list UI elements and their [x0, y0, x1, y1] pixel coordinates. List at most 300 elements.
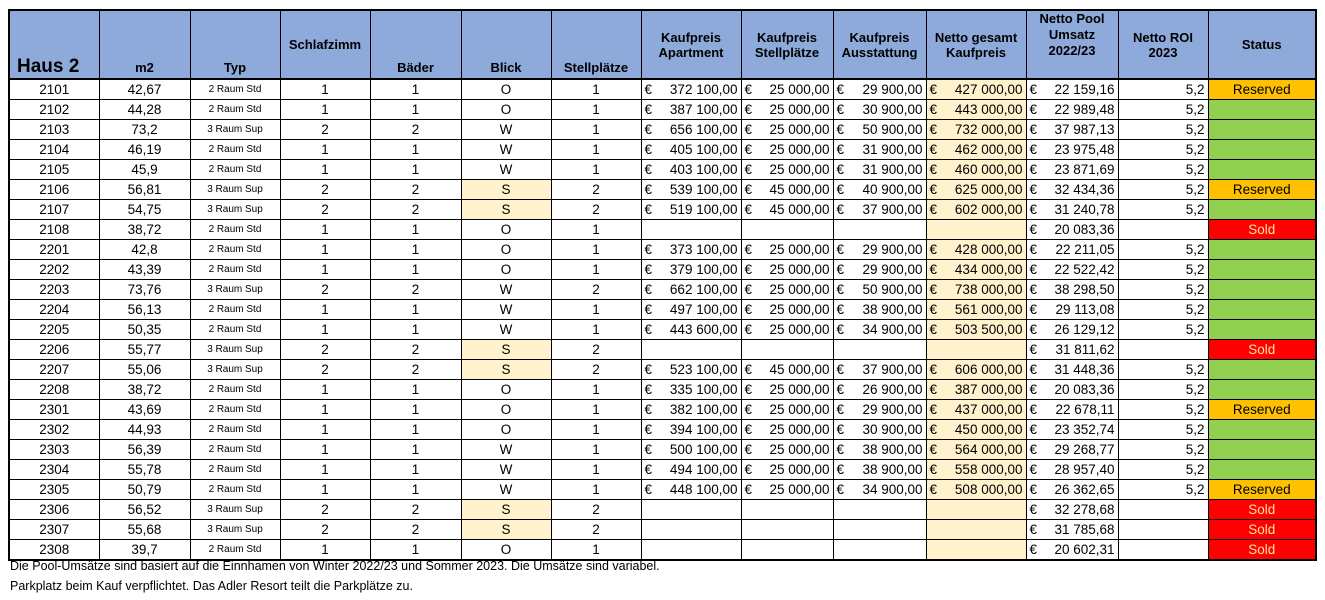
cell-blick: W [461, 300, 551, 320]
cell-unit-number: 2308 [9, 540, 99, 561]
header-kaufpreis-stellplaetze: Kaufpreis Stellplätze [741, 10, 833, 79]
currency-symbol: € [644, 442, 653, 457]
footnote-parking: Parkplatz beim Kauf verpflichtet. Das Adler Resort teilt die Parkplätze zu. [10, 579, 413, 593]
cell-kaufpreis-apartment [641, 380, 741, 400]
currency-symbol: € [644, 482, 653, 497]
amount: 25 000,00 [769, 462, 830, 477]
cell-blick: W [461, 460, 551, 480]
cell-stellplaetze: 1 [551, 380, 641, 400]
cell-netto-roi [1118, 340, 1208, 360]
status-badge [1208, 320, 1316, 340]
amount: 23 871,69 [1054, 162, 1115, 177]
amount: 561 000,00 [954, 302, 1023, 317]
cell-m2: 50,79 [99, 480, 190, 500]
cell-baeder: 1 [370, 440, 461, 460]
status-badge: Sold [1208, 500, 1316, 520]
cell-stellplaetze: 1 [551, 540, 641, 561]
cell-m2: 73,76 [99, 280, 190, 300]
cell-netto-pool [1026, 520, 1118, 540]
currency-symbol: € [929, 442, 938, 457]
cell-kaufpreis-stellplaetze [741, 200, 833, 220]
cell-kaufpreis-apartment [641, 220, 741, 240]
status-badge [1208, 100, 1316, 120]
cell-schlafzimmer: 1 [280, 100, 370, 120]
cell-stellplaetze: 1 [551, 100, 641, 120]
status-badge: Sold [1208, 340, 1316, 360]
cell-netto-gesamt [926, 260, 1026, 280]
amount: 31 240,78 [1054, 202, 1115, 217]
cell-kaufpreis-stellplaetze [741, 320, 833, 340]
amount: 25 000,00 [769, 282, 830, 297]
cell-typ: 2 Raum Std [190, 440, 280, 460]
status-badge: Reserved [1208, 480, 1316, 500]
cell-kaufpreis-ausstattung [833, 460, 926, 480]
cell-baeder: 1 [370, 160, 461, 180]
cell-kaufpreis-ausstattung [833, 180, 926, 200]
cell-typ: 3 Raum Sup [190, 180, 280, 200]
amount: 37 900,00 [862, 202, 923, 217]
cell-typ: 3 Raum Sup [190, 500, 280, 520]
cell-schlafzimmer: 1 [280, 300, 370, 320]
table-row [9, 160, 1316, 180]
cell-schlafzimmer: 1 [280, 260, 370, 280]
amount: 558 000,00 [954, 462, 1023, 477]
cell-netto-gesamt [926, 180, 1026, 200]
cell-stellplaetze: 1 [551, 440, 641, 460]
cell-typ: 3 Raum Sup [190, 120, 280, 140]
currency-symbol: € [836, 422, 845, 437]
cell-netto-roi: 5,2 [1118, 120, 1208, 140]
cell-m2: 55,77 [99, 340, 190, 360]
amount: 738 000,00 [954, 282, 1023, 297]
cell-netto-pool [1026, 540, 1118, 561]
amount: 437 000,00 [954, 402, 1023, 417]
cell-schlafzimmer: 1 [280, 420, 370, 440]
amount: 606 000,00 [954, 362, 1023, 377]
currency-symbol: € [644, 402, 653, 417]
amount: 26 362,65 [1054, 482, 1115, 497]
header-kaufpreis-ausstattung: Kaufpreis Ausstattung [833, 10, 926, 79]
currency-symbol: € [836, 382, 845, 397]
cell-kaufpreis-ausstattung [833, 200, 926, 220]
cell-schlafzimmer: 1 [280, 400, 370, 420]
cell-baeder: 1 [370, 380, 461, 400]
status-badge: Reserved [1208, 79, 1316, 100]
currency-symbol: € [929, 122, 938, 137]
cell-schlafzimmer: 1 [280, 480, 370, 500]
cell-kaufpreis-apartment [641, 140, 741, 160]
cell-unit-number: 2103 [9, 120, 99, 140]
cell-baeder: 2 [370, 340, 461, 360]
currency-symbol: € [836, 282, 845, 297]
cell-netto-pool [1026, 260, 1118, 280]
cell-blick: O [461, 540, 551, 561]
cell-baeder: 1 [370, 540, 461, 561]
currency-symbol: € [929, 242, 938, 257]
cell-netto-gesamt [926, 220, 1026, 240]
cell-kaufpreis-ausstattung [833, 480, 926, 500]
cell-stellplaetze: 1 [551, 420, 641, 440]
cell-schlafzimmer: 1 [280, 240, 370, 260]
header-schlafzimmer: Schlafzimm [280, 10, 370, 79]
amount: 22 211,05 [1055, 242, 1115, 257]
cell-netto-pool [1026, 400, 1118, 420]
cell-kaufpreis-stellplaetze [741, 400, 833, 420]
currency-symbol: € [929, 102, 938, 117]
cell-kaufpreis-stellplaetze [741, 420, 833, 440]
status-badge [1208, 200, 1316, 220]
cell-kaufpreis-stellplaetze [741, 180, 833, 200]
cell-netto-pool [1026, 79, 1118, 100]
cell-netto-gesamt [926, 540, 1026, 561]
cell-kaufpreis-apartment [641, 420, 741, 440]
cell-netto-gesamt [926, 420, 1026, 440]
currency-symbol: € [744, 462, 753, 477]
currency-symbol: € [1029, 202, 1038, 217]
amount: 34 900,00 [862, 482, 923, 497]
amount: 25 000,00 [769, 422, 830, 437]
cell-m2: 56,39 [99, 440, 190, 460]
cell-schlafzimmer: 1 [280, 380, 370, 400]
currency-symbol: € [836, 462, 845, 477]
amount: 335 100,00 [669, 382, 738, 397]
amount: 25 000,00 [769, 102, 830, 117]
cell-netto-roi: 5,2 [1118, 200, 1208, 220]
cell-kaufpreis-stellplaetze [741, 240, 833, 260]
cell-netto-gesamt [926, 79, 1026, 100]
cell-stellplaetze: 2 [551, 200, 641, 220]
amount: 602 000,00 [954, 202, 1023, 217]
amount: 38 900,00 [862, 442, 923, 457]
table-row [9, 300, 1316, 320]
cell-typ: 2 Raum Std [190, 79, 280, 100]
cell-kaufpreis-apartment [641, 240, 741, 260]
cell-kaufpreis-ausstattung [833, 79, 926, 100]
cell-netto-pool [1026, 340, 1118, 360]
currency-symbol: € [836, 162, 845, 177]
cell-netto-roi: 5,2 [1118, 400, 1208, 420]
cell-blick: S [461, 360, 551, 380]
cell-netto-pool [1026, 120, 1118, 140]
cell-netto-gesamt [926, 160, 1026, 180]
amount: 37 900,00 [862, 362, 923, 377]
currency-symbol: € [1029, 162, 1038, 177]
cell-unit-number: 2204 [9, 300, 99, 320]
currency-symbol: € [644, 362, 653, 377]
amount: 500 100,00 [669, 442, 738, 457]
cell-typ: 3 Raum Sup [190, 280, 280, 300]
amount: 497 100,00 [669, 302, 738, 317]
cell-stellplaetze: 2 [551, 500, 641, 520]
cell-kaufpreis-stellplaetze [741, 460, 833, 480]
cell-kaufpreis-apartment [641, 460, 741, 480]
amount: 427 000,00 [954, 82, 1023, 97]
currency-symbol: € [644, 462, 653, 477]
header-blick: Blick [461, 10, 551, 79]
cell-netto-roi: 5,2 [1118, 180, 1208, 200]
table-row [9, 200, 1316, 220]
header-status: Status [1208, 10, 1316, 79]
cell-m2: 54,75 [99, 200, 190, 220]
cell-typ: 2 Raum Std [190, 420, 280, 440]
amount: 508 000,00 [954, 482, 1023, 497]
cell-netto-gesamt [926, 140, 1026, 160]
currency-symbol: € [744, 242, 753, 257]
cell-netto-pool [1026, 160, 1118, 180]
cell-baeder: 2 [370, 500, 461, 520]
amount: 656 100,00 [669, 122, 738, 137]
cell-unit-number: 2207 [9, 360, 99, 380]
cell-typ: 3 Raum Sup [190, 340, 280, 360]
amount: 372 100,00 [669, 82, 738, 97]
cell-blick: W [461, 120, 551, 140]
cell-stellplaetze: 1 [551, 400, 641, 420]
cell-baeder: 1 [370, 100, 461, 120]
table-row [9, 120, 1316, 140]
cell-kaufpreis-stellplaetze [741, 280, 833, 300]
currency-symbol: € [1029, 442, 1038, 457]
cell-netto-pool [1026, 440, 1118, 460]
table-row [9, 480, 1316, 500]
currency-symbol: € [1029, 502, 1038, 517]
cell-typ: 2 Raum Std [190, 400, 280, 420]
cell-netto-pool [1026, 300, 1118, 320]
amount: 45 000,00 [769, 182, 830, 197]
table-row [9, 380, 1316, 400]
cell-blick: S [461, 520, 551, 540]
cell-netto-roi: 5,2 [1118, 420, 1208, 440]
cell-unit-number: 2101 [9, 79, 99, 100]
cell-netto-roi [1118, 540, 1208, 561]
cell-netto-roi: 5,2 [1118, 160, 1208, 180]
cell-kaufpreis-apartment [641, 340, 741, 360]
cell-unit-number: 2206 [9, 340, 99, 360]
cell-netto-roi: 5,2 [1118, 300, 1208, 320]
amount: 25 000,00 [769, 302, 830, 317]
cell-kaufpreis-ausstattung [833, 440, 926, 460]
status-badge: Sold [1208, 220, 1316, 240]
cell-kaufpreis-stellplaetze [741, 220, 833, 240]
amount: 448 100,00 [669, 482, 738, 497]
status-badge [1208, 360, 1316, 380]
cell-kaufpreis-apartment [641, 520, 741, 540]
currency-symbol: € [929, 182, 938, 197]
cell-blick: O [461, 380, 551, 400]
cell-kaufpreis-apartment [641, 480, 741, 500]
currency-symbol: € [836, 302, 845, 317]
table-row [9, 240, 1316, 260]
cell-kaufpreis-stellplaetze [741, 300, 833, 320]
cell-baeder: 1 [370, 140, 461, 160]
cell-netto-pool [1026, 220, 1118, 240]
cell-netto-gesamt [926, 500, 1026, 520]
cell-typ: 3 Raum Sup [190, 360, 280, 380]
cell-netto-pool [1026, 180, 1118, 200]
cell-typ: 3 Raum Sup [190, 520, 280, 540]
header-baeder: Bäder [370, 10, 461, 79]
currency-symbol: € [744, 482, 753, 497]
cell-stellplaetze: 1 [551, 120, 641, 140]
header-netto-roi: Netto ROI 2023 [1118, 10, 1208, 79]
currency-symbol: € [929, 142, 938, 157]
cell-m2: 42,8 [99, 240, 190, 260]
currency-symbol: € [836, 122, 845, 137]
cell-m2: 44,28 [99, 100, 190, 120]
currency-symbol: € [1029, 282, 1038, 297]
amount: 434 000,00 [954, 262, 1023, 277]
cell-blick: W [461, 140, 551, 160]
cell-netto-gesamt [926, 400, 1026, 420]
amount: 22 159,16 [1054, 82, 1115, 97]
amount: 30 900,00 [862, 422, 923, 437]
cell-kaufpreis-ausstattung [833, 260, 926, 280]
amount: 22 989,48 [1054, 102, 1115, 117]
cell-netto-pool [1026, 420, 1118, 440]
currency-symbol: € [1029, 322, 1038, 337]
cell-m2: 55,68 [99, 520, 190, 540]
cell-m2: 38,72 [99, 380, 190, 400]
cell-kaufpreis-stellplaetze [741, 540, 833, 561]
cell-netto-pool [1026, 480, 1118, 500]
amount: 25 000,00 [769, 442, 830, 457]
cell-typ: 2 Raum Std [190, 240, 280, 260]
amount: 25 000,00 [769, 402, 830, 417]
cell-kaufpreis-ausstattung [833, 320, 926, 340]
cell-typ: 2 Raum Std [190, 380, 280, 400]
cell-stellplaetze: 1 [551, 160, 641, 180]
cell-typ: 2 Raum Std [190, 320, 280, 340]
cell-baeder: 2 [370, 200, 461, 220]
currency-symbol: € [836, 102, 845, 117]
currency-symbol: € [1029, 302, 1038, 317]
cell-netto-roi: 5,2 [1118, 320, 1208, 340]
cell-kaufpreis-apartment [641, 360, 741, 380]
cell-netto-gesamt [926, 240, 1026, 260]
amount: 462 000,00 [954, 142, 1023, 157]
sales-table-wrapper [8, 9, 1317, 561]
table-row [9, 320, 1316, 340]
cell-baeder: 1 [370, 260, 461, 280]
cell-netto-gesamt [926, 300, 1026, 320]
status-badge [1208, 300, 1316, 320]
cell-m2: 45,9 [99, 160, 190, 180]
cell-netto-roi: 5,2 [1118, 140, 1208, 160]
currency-symbol: € [1029, 462, 1038, 477]
currency-symbol: € [1029, 542, 1038, 557]
currency-symbol: € [644, 182, 653, 197]
amount: 523 100,00 [669, 362, 738, 377]
cell-typ: 2 Raum Std [190, 460, 280, 480]
currency-symbol: € [836, 262, 845, 277]
cell-blick: S [461, 180, 551, 200]
cell-baeder: 1 [370, 79, 461, 100]
cell-kaufpreis-stellplaetze [741, 500, 833, 520]
cell-kaufpreis-stellplaetze [741, 360, 833, 380]
cell-baeder: 2 [370, 280, 461, 300]
amount: 443 000,00 [954, 102, 1023, 117]
currency-symbol: € [644, 382, 653, 397]
cell-kaufpreis-ausstattung [833, 160, 926, 180]
amount: 443 600,00 [669, 322, 738, 337]
currency-symbol: € [644, 422, 653, 437]
currency-symbol: € [929, 322, 938, 337]
cell-blick: O [461, 100, 551, 120]
cell-stellplaetze: 2 [551, 280, 641, 300]
currency-symbol: € [644, 242, 653, 257]
cell-unit-number: 2102 [9, 100, 99, 120]
cell-baeder: 1 [370, 460, 461, 480]
cell-schlafzimmer: 2 [280, 280, 370, 300]
amount: 405 100,00 [669, 142, 738, 157]
currency-symbol: € [1029, 122, 1038, 137]
status-badge [1208, 240, 1316, 260]
cell-typ: 2 Raum Std [190, 220, 280, 240]
cell-netto-gesamt [926, 120, 1026, 140]
amount: 30 900,00 [862, 102, 923, 117]
cell-kaufpreis-apartment [641, 180, 741, 200]
table-row [9, 140, 1316, 160]
cell-netto-pool [1026, 320, 1118, 340]
currency-symbol: € [744, 102, 753, 117]
cell-netto-roi: 5,2 [1118, 380, 1208, 400]
currency-symbol: € [929, 82, 938, 97]
cell-schlafzimmer: 1 [280, 220, 370, 240]
amount: 450 000,00 [954, 422, 1023, 437]
cell-stellplaetze: 2 [551, 360, 641, 380]
currency-symbol: € [644, 322, 653, 337]
currency-symbol: € [929, 402, 938, 417]
cell-netto-gesamt [926, 200, 1026, 220]
cell-baeder: 1 [370, 320, 461, 340]
cell-netto-gesamt [926, 360, 1026, 380]
header-netto-gesamt: Netto gesamt Kaufpreis [926, 10, 1026, 79]
table-row [9, 79, 1316, 100]
header-typ: Typ [190, 10, 280, 79]
currency-symbol: € [929, 422, 938, 437]
cell-kaufpreis-stellplaetze [741, 140, 833, 160]
currency-symbol: € [929, 362, 938, 377]
table-row [9, 400, 1316, 420]
amount: 26 129,12 [1054, 322, 1115, 337]
table-row [9, 100, 1316, 120]
currency-symbol: € [929, 202, 938, 217]
currency-symbol: € [1029, 342, 1038, 357]
cell-kaufpreis-stellplaetze [741, 100, 833, 120]
amount: 31 785,68 [1054, 522, 1115, 537]
cell-m2: 39,7 [99, 540, 190, 561]
amount: 25 000,00 [769, 262, 830, 277]
amount: 32 434,36 [1054, 182, 1115, 197]
cell-kaufpreis-apartment [641, 100, 741, 120]
cell-stellplaetze: 1 [551, 220, 641, 240]
currency-symbol: € [744, 382, 753, 397]
table-row [9, 180, 1316, 200]
table-row [9, 360, 1316, 380]
cell-kaufpreis-stellplaetze [741, 160, 833, 180]
table-row [9, 260, 1316, 280]
cell-unit-number: 2105 [9, 160, 99, 180]
cell-schlafzimmer: 2 [280, 360, 370, 380]
cell-kaufpreis-ausstattung [833, 240, 926, 260]
cell-kaufpreis-ausstattung [833, 300, 926, 320]
cell-kaufpreis-ausstattung [833, 380, 926, 400]
amount: 40 900,00 [862, 182, 923, 197]
amount: 23 975,48 [1054, 142, 1115, 157]
cell-netto-roi: 5,2 [1118, 480, 1208, 500]
currency-symbol: € [929, 382, 938, 397]
amount: 25 000,00 [769, 122, 830, 137]
amount: 29 268,77 [1054, 442, 1115, 457]
